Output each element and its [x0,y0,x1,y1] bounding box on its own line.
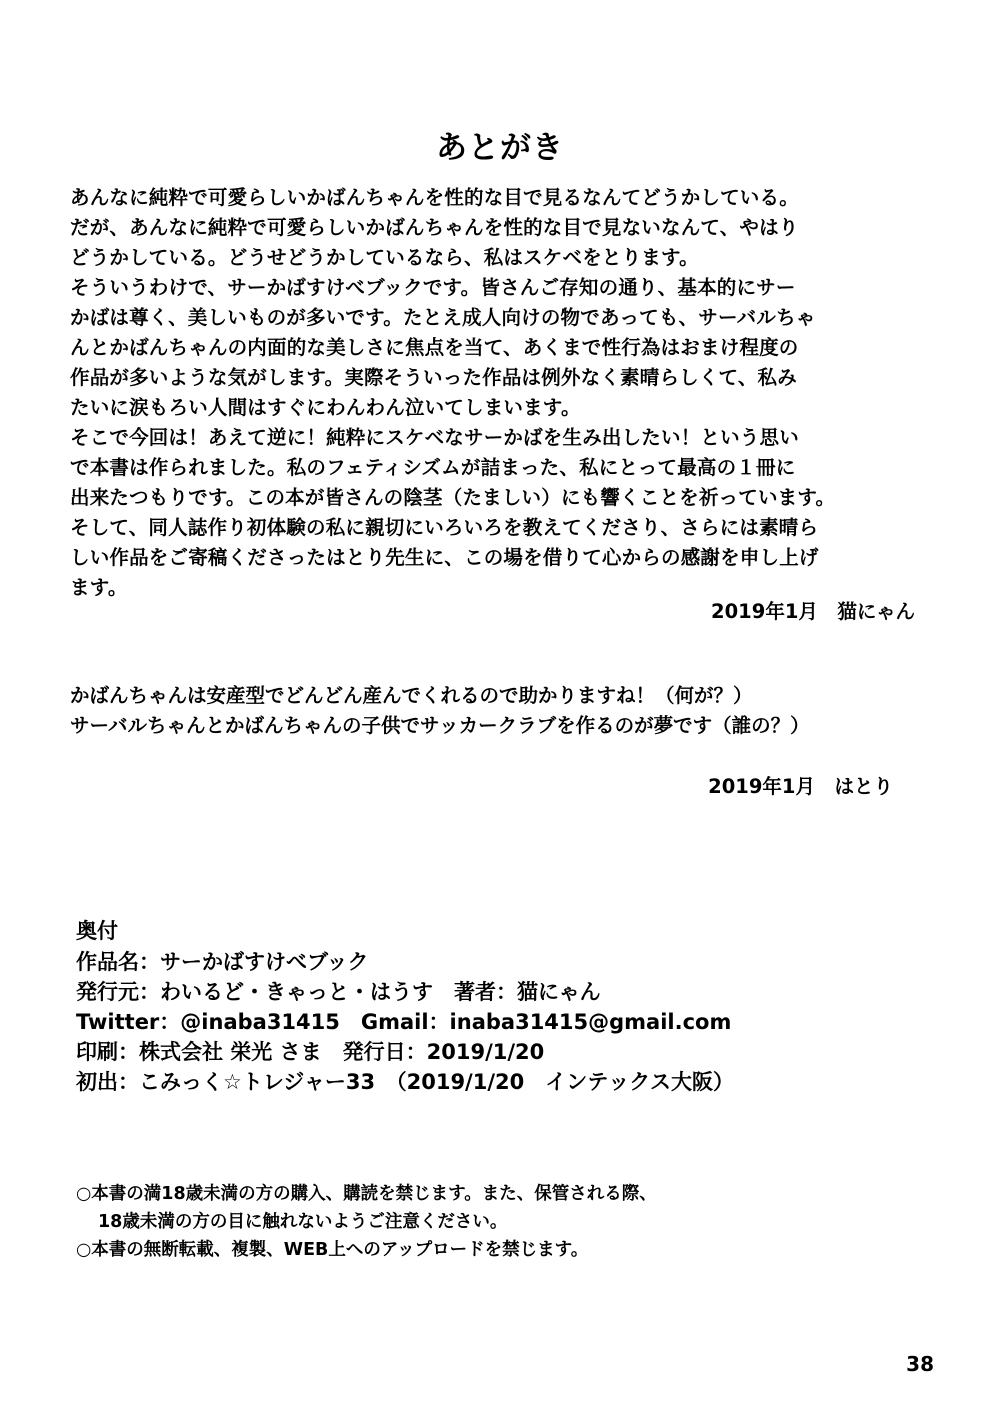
notice-age-restriction: ○本書の満18歳未満の方の購入、購読を禁じます。また、保管される際、 [76,1184,657,1204]
colophon-heading: 奥付 [76,919,118,943]
page-number: 38 [906,1352,934,1376]
afterword-line: そして、同人誌作り初体験の私に親切にいろいろを教えてくださり、さらには素晴ら [70,516,819,539]
colophon-line-debut: 初出：こみっく☆トレジャー33 （2019/1/20 インテックス大阪） [76,1070,735,1094]
afterword-line: たいに涙もろい人間はすぐにわんわん泣いてしまいます。 [70,396,581,419]
afterword-line: だが、あんなに純粋で可愛らしいかばんちゃんを性的な目で見ないなんて、やはり [70,216,799,239]
afterword-line: あんなに純粋で可愛らしいかばんちゃんを性的な目で見るなんてどうかしている。 [70,186,799,209]
afterword-line: 出来たつもりです。この本が皆さんの陰茎（たましい）にも響くことを祈っています。 [70,486,836,509]
afterword-line: どうかしている。どうせどうかしているなら、私はスケベをとります。 [70,246,699,269]
afterword-line: そこで今回は！あえて逆に！純粋にスケベなサーかばを生み出したい！という思い [70,426,799,449]
signature-guest: 2019年1月 はとり [708,775,893,798]
afterword-line: んとかばんちゃんの内面的な美しさに焦点を当て、あくまで性行為はおまけ程度の [70,336,799,359]
afterword-line: 作品が多いような気がします。実際そういった作品は例外なく素晴らしくて、私み [70,366,797,389]
afterword-line: ます。 [70,576,128,599]
signature-author: 2019年1月 猫にゃん [711,600,915,623]
colophon-line-publisher: 発行元：わいるど・きゃっと・はうす 著者：猫にゃん [76,980,601,1004]
colophon [76,916,936,1097]
afterword-line: そういうわけで、サーかばすけべブックです。皆さんご存知の通り、基本的にサー [70,276,796,299]
colophon-line-contact: Twitter：@inaba31415 Gmail：inaba31415@gmail.com [76,1010,732,1034]
afterword-line: かばは尊く、美しいものが多いです。たとえ成人向けの物であっても、サーバルちゃ [70,306,816,329]
guest-comment-line: サーバルちゃんとかばんちゃんの子供でサッカークラブを作るのが夢です（誰の？） [70,714,810,737]
page-title: あとがき [436,130,564,166]
guest-comment [70,681,930,741]
afterword-line: しい作品をご寄稿くださったはとり先生に、この場を借りて心からの感謝を申し上げ [70,546,819,569]
legal-notices [76,1180,946,1264]
afterword-text [70,183,915,603]
colophon-line-title: 作品名：サーかばすけべブック [76,950,369,974]
afterword-line: で本書は作られました。私のフェティシズムが詰まった、私にとって最高の１冊に [70,456,796,479]
colophon-line-printer: 印刷：株式会社 栄光 さま 発行日：2019/1/20 [76,1040,545,1064]
notice-reproduction: ○本書の無断転載、複製、WEB上へのアップロードを禁じます。 [76,1240,589,1260]
guest-comment-line: かばんちゃんは安産型でどんどん産んでくれるので助かりますね！（何が？） [70,684,753,707]
notice-age-restriction-cont: 18歳未満の方の目に触れないようご注意ください。 [98,1212,508,1232]
